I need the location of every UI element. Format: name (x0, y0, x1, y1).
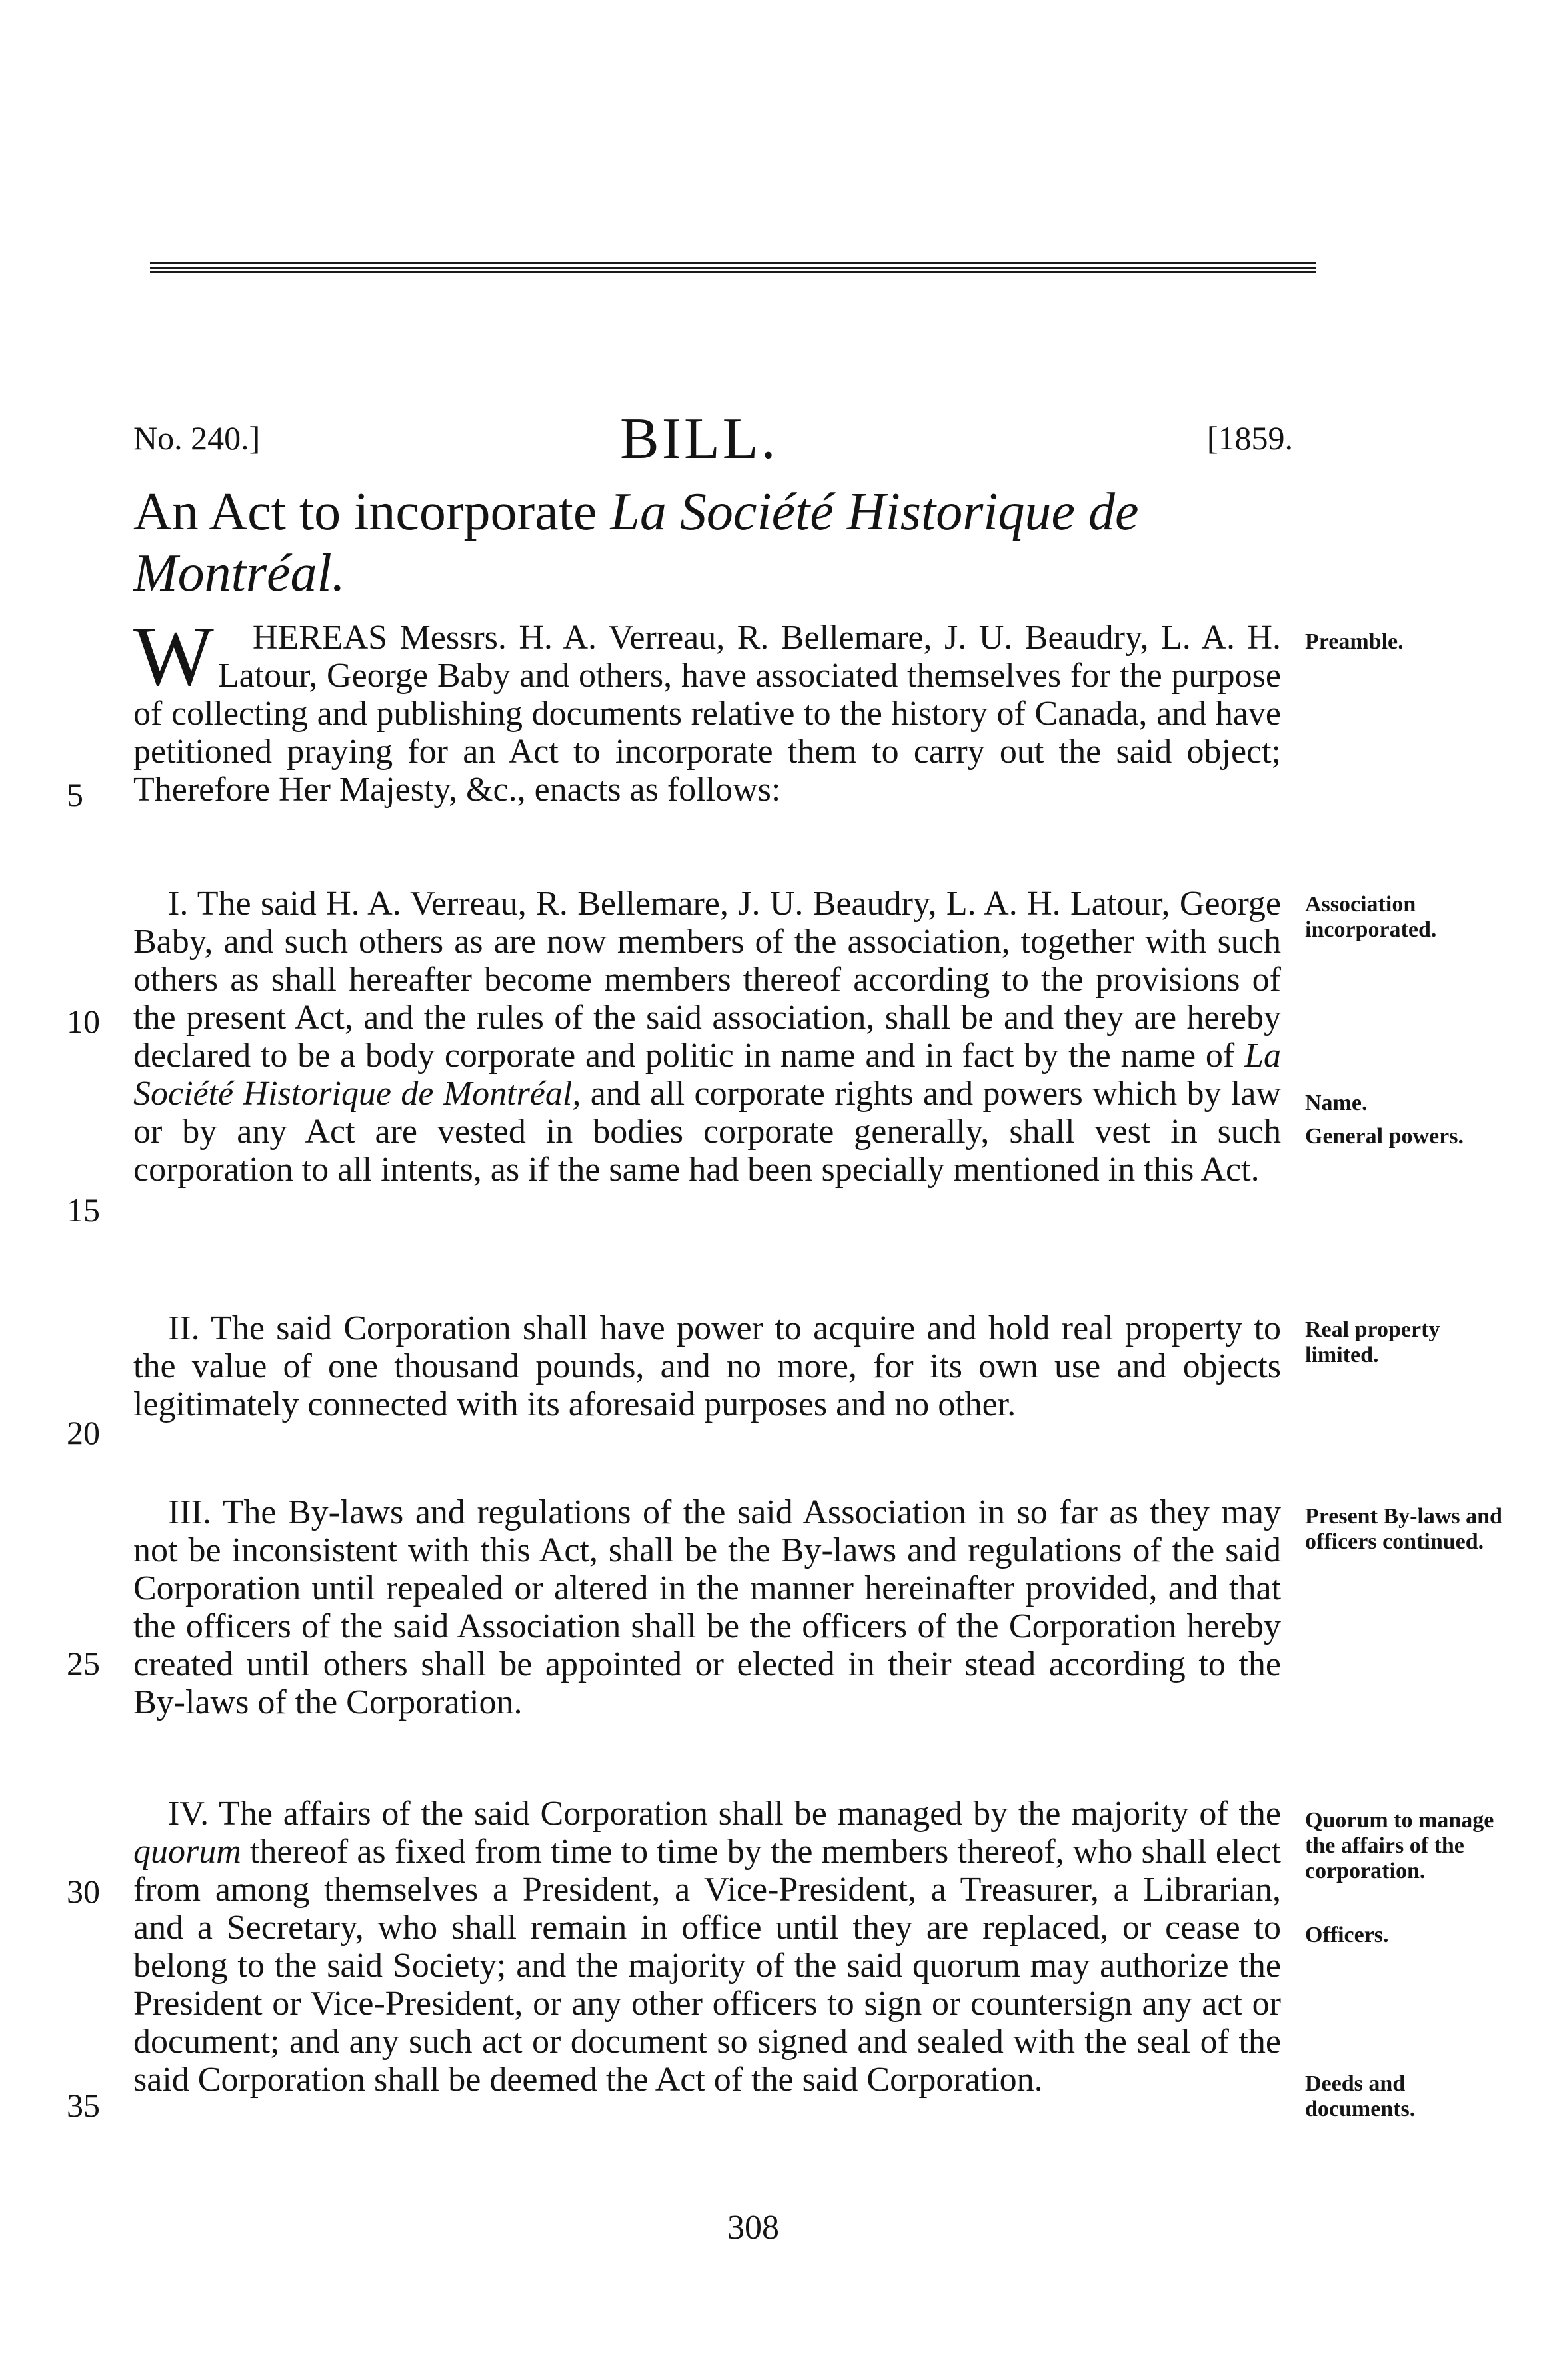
margin-note-general-powers: General powers. (1305, 1124, 1464, 1149)
margin-note-deeds: Deeds and documents. (1305, 2071, 1416, 2121)
section-2-numeral: II. (168, 1309, 200, 1347)
section-3-text: The By-laws and regulations of the said Association in so far as they may not be inconsistent with this Act, shall be the By-laws and regulations of the said Corporation until repealed or altered in the manner hereinafter provided, and that the officers of the said Association shall be the officers of the Corporation hereby created until others shall be appointed or elected in their stead according to the By-laws of the Corporation. (133, 1493, 1281, 1721)
section-2-text: The said Corporation shall have power to acquire and hold real property to the value of one thousand pounds, and no more, for its own use and objects legitimately connected with its aforesaid purposes and no other. (133, 1309, 1282, 1423)
margin-note-association-incorporated: Association incorporated. (1305, 892, 1437, 942)
section-4-text-before: The affairs of the said Corporation shall be managed by the majority of the (219, 1795, 1282, 1833)
line-number-20: 20 (67, 1414, 100, 1451)
bill-body (133, 609, 1281, 809)
margin-note-preamble: Preamble. (1305, 629, 1404, 654)
bill-header (133, 405, 1293, 471)
margin-note-officers: Officers. (1305, 1923, 1389, 1947)
bill-number: No. 240.] (133, 419, 261, 457)
section-1-numeral: I. (168, 885, 189, 923)
top-rule-1 (150, 262, 1316, 264)
margin-note-bylaws: Present By-laws and officers continued. (1305, 1504, 1502, 1554)
section-1-text-after: and all corporate rights and powers which by law or by any Act are vested in bodies corporate generally, shall vest in such corporation to all intents, as if the same had been specially mentioned in this Act. (133, 1075, 1281, 1189)
preamble-dropcap: W (133, 609, 214, 703)
bill-label: BILL. (620, 407, 778, 471)
page-number: 308 (727, 2209, 779, 2247)
section-3 (133, 1493, 1281, 1721)
section-1-text-before: The said H. A. Verreau, R. Bellemare, J. U. Beaudry, L. A. H. Latour, George Baby, and such others as are now members of the association, together with such others as shall hereafter become members thereof according to the provisions of the present Act, and the rules of the said association, shall be and they are hereby declared to be a body corporate and politic in name and in fact by the name of (133, 885, 1281, 1075)
section-4-quorum: quorum (133, 1833, 241, 1871)
margin-note-quorum: Quorum to manage the affairs of the corporation. (1305, 1808, 1494, 1883)
top-rule-3 (150, 271, 1316, 273)
line-number-30: 30 (67, 1873, 100, 1910)
section-4 (133, 1795, 1281, 2099)
section-3-numeral: III. (168, 1493, 211, 1531)
margin-note-real-property: Real property limited. (1305, 1317, 1440, 1367)
line-number-15: 15 (67, 1191, 100, 1229)
line-number-35: 35 (67, 2087, 100, 2124)
section-4-numeral: IV. (168, 1795, 209, 1833)
act-title-prefix: An Act to incorporate (133, 483, 597, 541)
section-1-society-name: La Société Historique de Montréal, (133, 1037, 1282, 1113)
line-number-5: 5 (67, 776, 83, 813)
top-rule-2 (150, 267, 1316, 269)
margin-note-name: Name. (1305, 1091, 1368, 1115)
section-2 (133, 1309, 1281, 1423)
line-number-25: 25 (67, 1645, 100, 1682)
section-4-text-after: thereof as fixed from time to time by the members thereof, who shall elect from among themselves a President, a Vice-President, a Treasurer, a Librarian, and a Secretary, who shall remain in office until they are replaced, or cease to belong to the said Society; and the majority of the said quorum may authorize the President or Vice-President, or any other officers to sign or countersign any act or document; and any such act or document so signed and sealed with the seal of the said Corporation shall be deemed the Act of the said Corporation. (133, 1833, 1282, 2099)
society-name: La Société Historique de Montréal. (133, 483, 1139, 603)
preamble (133, 609, 1281, 809)
line-number-10: 10 (67, 1003, 100, 1040)
bill-year: [1859. (1206, 419, 1293, 457)
preamble-text: HEREAS Messrs. H. A. Verreau, R. Bellemare, J. U. Beaudry, L. A. H. Latour, George Baby and others, have associated themselves for the purpose of collecting and publishing documents relative to the history of Canada, and have petitioned praying for an Act to incorporate them to carry out the said object; Therefore Her Majesty, &c., enacts as follows: (133, 619, 1281, 809)
section-1 (133, 885, 1281, 1189)
act-title (133, 481, 1300, 604)
